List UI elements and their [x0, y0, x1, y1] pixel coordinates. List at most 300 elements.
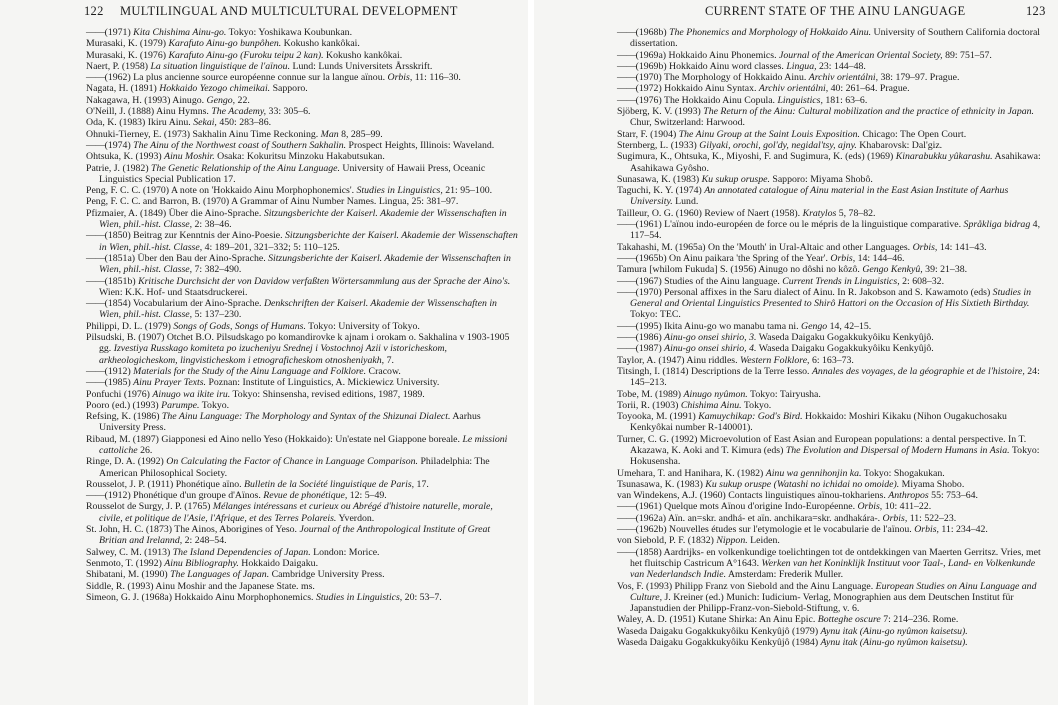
reference-entry [86, 592, 518, 603]
reference-entry [617, 321, 1048, 332]
reference-text: Osaka: Kokuritsu Minzoku Hakabutsukan. [214, 151, 385, 163]
reference-text: 10: 411–22. [882, 501, 932, 513]
reference-italic-text: Kratylos [802, 207, 837, 219]
reference-entry [617, 389, 1048, 400]
reference-text: Aarhus University Press. [99, 411, 481, 434]
reference-text: 39: 21–38. [922, 264, 968, 276]
reference-text: Hokkaido: Moshiri Kikaku (Nihon Ougakuchosaku Kenkyôkai number R-140001). [630, 411, 1007, 434]
reference-text: Takahashi, M. (1965a) On the 'Mouth' in Ural-Altaic and other Languages. [617, 241, 913, 253]
reference-entry [86, 321, 518, 332]
reference-entry [86, 106, 518, 117]
reference-text: (1962a) Aïn. an=skr. andhá- et aïn. anchikara=skr. andhakára-. [635, 512, 883, 524]
reference-entry [86, 163, 518, 186]
reference-italic-text: Journal of the Anthropological Institute of Great Britian and Irelannd, [99, 524, 491, 547]
reference-text: Peng, F. C. C. and Barron, B. (1970) A Grammar of Ainu Number Names. Lingua, 25: 381–97. [86, 196, 459, 208]
reference-text: 5, 78–82. [836, 207, 876, 219]
reference-text: Waseda Daigaku Gogakkukyôiku Kenkyûjô. [756, 332, 934, 344]
reference-italic-text: Kamuychikap: God's Bird. [698, 411, 803, 423]
reference-entry [86, 547, 518, 558]
reference-text: 14, 42–15. [827, 320, 872, 332]
reference-entry [86, 253, 518, 276]
reference-text: Tsunasawa, K. (1983) [617, 478, 706, 490]
reference-text: Torii, R. (1903) [617, 399, 681, 411]
reference-list [86, 27, 518, 603]
reference-italic-text: Studies in General and Oriental Linguistics Presented to Shirô Hattori on the Occasion of His Sixtieth Birthday. [630, 286, 1032, 310]
reference-text: (1969a) Hokkaido Ainu Phonemics. [635, 49, 779, 61]
reference-entry [86, 501, 518, 524]
reference-italic-text: Denkschriften der Kaiserl. Akademie der Wissenschaften in Wien, phil.-hist. Classe, [99, 298, 497, 321]
reference-entry [617, 524, 1048, 535]
reference-entry [86, 389, 518, 400]
reference-italic-text: Man [320, 128, 339, 140]
reference-text: Tokyo. [199, 399, 230, 411]
reference-text: 8, 285–99. [338, 128, 383, 140]
reference-text: 7: 382–490. [192, 264, 242, 276]
reference-entry [617, 490, 1048, 501]
reference-text: Nakagawa, H. (1993) Ainugo. [86, 94, 207, 106]
reference-entry [86, 27, 518, 38]
reference-entry [617, 151, 1048, 174]
reference-text: Khabarovsk: Dal'giz. [856, 139, 943, 151]
reference-entry [617, 434, 1048, 468]
reference-entry [86, 400, 518, 411]
reference-entry [617, 366, 1048, 389]
reference-text: 2: 248–54. [182, 535, 227, 547]
reference-text: 11: 116–30. [412, 72, 461, 84]
reference-italic-text: Kinarabukku yûkarashu. [895, 151, 993, 163]
reference-text: 89: 751–57. [942, 49, 992, 61]
reference-text: Kokusho kankôkai. [323, 49, 403, 61]
reference-italic-text: Revue de phonétique, [263, 490, 348, 502]
reference-text: Chur, Switzerland: Harwood. [630, 117, 745, 129]
reference-text: 38: 179–97. Prague. [878, 72, 960, 84]
reference-entry [617, 626, 1048, 637]
reference-text: 5: 137–230. [192, 309, 242, 321]
reference-text: Pilsudski, B. (1907) Otchet B.O. Pilsudskago po komandirovke k ajnam i orokam o. Sakhalina v 1903-1905 gg. [86, 332, 510, 355]
reference-text: 23: 144–48. [816, 60, 866, 72]
reference-text: Umehara, T. and Hanihara, K. (1982) [617, 467, 766, 479]
reference-italic-text: The Return of the Ainu: Cultural mobilization and the practice of ethnicity in Japan. [703, 106, 1034, 118]
reference-text: 21: 95–100. [442, 185, 493, 197]
reference-text: Tokyo: University of Tokyo. [305, 320, 420, 332]
reference-text: Asahikawa: Asahikawa Gyôsho. [630, 151, 1041, 174]
reference-italic-text: Karafuto Ainu-go bunpôhen. [168, 38, 282, 50]
reference-italic-text: Orbis, [882, 512, 908, 524]
reference-italic-text: Songs of Gods, Songs of Humans. [173, 320, 306, 332]
reference-text: Hokkaido Daigaku. [238, 557, 319, 569]
reference-italic-text: European Studies on Ainu Language and Culture, [630, 580, 1037, 603]
reference-text: Sapporo. [270, 83, 308, 95]
reference-italic-text: Ainugo wa ikite iru. [152, 388, 231, 400]
reference-entry [86, 196, 518, 207]
reference-entry [617, 468, 1048, 479]
reference-entry [86, 366, 518, 377]
reference-text: Murasaki, K. (1976) [86, 49, 169, 61]
reference-text: 20: 53–7. [402, 591, 442, 603]
reference-italic-text: Journal of the American Oriental Society, [779, 49, 943, 61]
reference-entry [86, 151, 518, 162]
reference-entry [86, 38, 518, 49]
reference-text: Kokusho kankôkai. [281, 38, 360, 50]
reference-text: (1961) L'aïnou indo-européen de force ou le mépris de la linguistique comparative. [635, 219, 964, 231]
reference-entry [86, 72, 518, 83]
reference-text: 450: 283–86. [216, 117, 272, 129]
page-number: 123 [1026, 4, 1046, 18]
reference-italic-text: Botteghe oscure [817, 614, 881, 626]
reference-text: Cambridge University Press. [269, 569, 385, 581]
reference-text: Tokyo. [741, 399, 772, 411]
reference-text: Philadelphia: The American Philosophical Society. [99, 456, 490, 479]
reference-text: 55: 753–64. [928, 490, 978, 502]
page-number: 122 [84, 4, 104, 18]
reference-text: Lund. [672, 196, 699, 208]
reference-text: Yverdon. [336, 512, 375, 524]
reference-italic-text: The Evolution and Dispersal of Modern Humans in Asia. [785, 444, 1010, 456]
reference-italic-text: Sitzungsberichte der Kaiserl. Akademie der Wissenschaften in Wien, phil.-hist. Classe, [99, 230, 518, 253]
reference-text: (1851a) Über den Bau der Aino-Sprache. [104, 252, 269, 264]
reference-text: 14: 141–43. [937, 241, 987, 253]
reference-text: Siddle, R. (1993) Ainu Moshir and the Japanese State. ms. [86, 580, 315, 592]
reference-text: Sternberg, L. (1933) [617, 139, 700, 151]
reference-italic-text: Aynu itak (Ainu-go nyûmon kaisetsu). [820, 637, 968, 649]
reference-entry [617, 400, 1048, 411]
reference-text: (1851b) [104, 275, 139, 287]
reference-text: (1971) [104, 27, 134, 38]
reference-entry [86, 83, 518, 94]
reference-italic-text: Western Folklore, [740, 354, 810, 366]
reference-entry [617, 343, 1048, 354]
reference-text: Pfizmaier, A. (1849) Über die Aino-Sprache. [86, 207, 264, 219]
reference-text: Sjöberg, K. V. (1993) [617, 106, 704, 118]
reference-text: (1986) [635, 332, 665, 344]
reference-text: 181: 63–6. [822, 94, 868, 106]
reference-text: Ribaud, M. (1897) Giapponesi ed Aino nello Yeso (Hokkaido): Un'estate nel Giappone boreale. [86, 433, 463, 445]
reference-text: Wien: K.K. Hof- und Staatsdruckerei. [99, 286, 248, 298]
reference-entry [617, 253, 1048, 264]
reference-italic-text: Linguistics, [777, 94, 823, 106]
reference-text: (1985) [104, 377, 134, 389]
reference-entry [617, 242, 1048, 253]
reference-italic-text: Archiv orientálni, [758, 83, 829, 95]
reference-entry [86, 95, 518, 106]
reference-text: (1995) Ikita Ainu-go wo manabu tama ni. [635, 320, 802, 332]
reference-entry [617, 276, 1048, 287]
reference-italic-text: Sitzungsberichte der Kaiserl. Akademie der Wissenschaften in Wien, phil.-hist. Classe, [99, 252, 511, 276]
reference-italic-text: The Ainu Language: The Morphology and Syntax of the Shizunai Dialect. [161, 411, 451, 423]
reference-entry [617, 581, 1048, 615]
reference-text: Miyama Shobo. [899, 478, 965, 490]
reference-text: (1854) Vocabularium der Aino-Sprache. [104, 298, 264, 310]
reference-text: van Windekens, A.J. (1960) Contacts linguistiques aïnou-tokhariens. [617, 490, 889, 502]
reference-text: (1850) Beitrag zur Kenntnis der Aino-Poesie. [104, 230, 285, 242]
reference-text: 17. [414, 478, 429, 490]
reference-italic-text: An annotated catalogue of Ainu material in the East Asian Institute of Aarhus University. [630, 185, 1009, 208]
reference-entry [617, 83, 1048, 94]
reference-text: (1965b) On Ainu paikara 'the Spring of the Year'. [635, 252, 831, 264]
reference-text: (1961) Quelque mots Aïnou d'origine Indo-Européenne. [635, 501, 858, 513]
reference-entry [617, 72, 1048, 83]
reference-entry [86, 129, 518, 140]
reference-text: 2: 608–32. [899, 275, 945, 287]
reference-text: Tokyo: Hokusensha. [630, 444, 1040, 468]
reference-italic-text: Kritische Durchsicht der von Davidow verfaßten Wörtersammlung aus der Sprache der Aino's. [138, 275, 511, 287]
reference-text: 26. [137, 444, 153, 456]
reference-text: Toyooka, M. (1991) [617, 411, 699, 423]
reference-text: Titsingh, I. (1814) Descriptions de la Terre Iesso. [617, 365, 812, 377]
reference-text: Tailleur, O. G. (1960) Review of Naert (1958). [617, 207, 803, 219]
reference-italic-text: Ainu Prayer Texts. [133, 377, 207, 389]
reference-text: O'Neill, J. (1888) Ainu Hymns. [86, 106, 212, 118]
reference-text: Tamura [whilom Fukuda] S. (1956) Ainugo no dôshi no kôzô. [617, 264, 863, 276]
reference-italic-text: Ainu-go onsei shirio, 3. [664, 332, 757, 344]
reference-italic-text: Ku sukup oruspe (Watashi no ichidai no omoide). [705, 478, 900, 490]
reference-text: Taylor, A. (1947) Ainu riddles. [617, 354, 741, 366]
reference-text: Philippi, D. L. (1979) [86, 320, 174, 332]
reference-text: (1987) [635, 343, 665, 355]
reference-italic-text: Aynu itak (Ainu-go nyûmon kaisetsu). [820, 625, 968, 637]
reference-entry [617, 219, 1048, 242]
reference-text: Murasaki, K. (1979) [86, 38, 169, 50]
reference-entry [617, 50, 1048, 61]
reference-entry [86, 434, 518, 457]
reference-text: Tokyo: Yoshikawa Koubunkan. [226, 27, 353, 38]
reference-text: Prospect Heights, Illinois: Waveland. [346, 139, 495, 151]
reference-text: J. Kreiner (ed.) Munich: Iudicium- Verlag, Monographien aus dem Deutschen Institut für Japanstudien der Philipp-Franz-von-Siebold-Stiftung, v. 6. [630, 591, 1014, 615]
reference-entry [617, 355, 1048, 366]
reference-text: Waseda Daigaku Gogakkukyôiku Kenkyûjô. [756, 343, 934, 355]
reference-entry [617, 106, 1048, 129]
reference-entry [86, 230, 518, 253]
reference-text: Ringe, D. A. (1992) [86, 456, 167, 468]
reference-entry [617, 513, 1048, 524]
reference-italic-text: The Ainu Group at the Saint Louis Exposition. [678, 128, 860, 140]
reference-italic-text: Werken van het Koninklijk Instituut voor Taal-, Land- en Volkenkunde van Nederlandsch Indie. [630, 557, 1036, 581]
reference-entry [617, 614, 1048, 625]
reference-text: Tokyo: Shinsensha, revised editions, 1987, 1989. [230, 388, 425, 400]
reference-text: (1962b) Nouvelles études sur l'etymologie et le vocabularie de l'aïnou. [635, 524, 915, 536]
reference-italic-text: Orbis, [914, 524, 939, 536]
reference-text: Starr, F. (1904) [617, 128, 679, 140]
reference-text: Cracow. [366, 365, 401, 377]
reference-text: Turner, C. G. (1992) Microevolution of East Asian and European populations: a dental perspective. In T. Akazawa, K. Aoki and T. Kimura (eds) [617, 433, 1027, 456]
reference-entry [617, 140, 1048, 151]
reference-text: 4: 189–201, 321–332; 5: 110–125. [202, 241, 340, 253]
reference-entry [86, 117, 518, 128]
reference-italic-text: Hokkaido Yezogo chimeikai. [159, 83, 271, 95]
reference-italic-text: Orbis, [830, 252, 856, 264]
reference-entry [86, 456, 518, 479]
reference-text: Rousselot de Surgy, J. P. (1765) [86, 501, 213, 513]
reference-entry [86, 490, 518, 501]
reference-text: Sugimura, K., Ohtsuka, K., Miyoshi, F. and Sugimura, K. (eds) (1969) [617, 151, 896, 163]
reference-text: (1976) The Hokkaido Ainu Copula. [635, 94, 778, 106]
reference-text: Oda, K. (1983) Ikiru Ainu. [86, 117, 194, 129]
reference-italic-text: Studies in Linguistics, [356, 185, 443, 197]
reference-text: 24: 145–213. [630, 365, 1040, 389]
reference-italic-text: Ku sukup oruspe. [701, 173, 770, 185]
reference-italic-text: Parumpe. [161, 399, 200, 411]
reference-entry [617, 129, 1048, 140]
reference-entry [617, 411, 1048, 434]
reference-entry [86, 208, 518, 231]
reference-entry [86, 377, 518, 388]
reference-text: Taguchi, K. Y. (1974) [617, 185, 705, 197]
reference-text: Refsing, K. (1986) [86, 411, 162, 423]
reference-italic-text: Gilyaki, orochi, gol'dy, negidal'tsy, ajny. [699, 139, 857, 151]
reference-text: Tokyo: Shogakukan. [861, 467, 945, 479]
reference-italic-text: Nippon. [716, 535, 748, 547]
reference-entry [617, 61, 1048, 72]
reference-text: Sapporo: Miyama Shobô. [769, 173, 873, 185]
reference-text: 4, 117–54. [630, 219, 1041, 242]
reference-text: Chicago: The Open Court. [859, 128, 967, 140]
reference-text: Tokyo: TEC. [630, 309, 681, 321]
reference-text: 11: 234–42. [938, 524, 988, 536]
reference-text: 7. [384, 354, 394, 366]
reference-text: Amsterdam: Frederik Muller. [726, 569, 844, 581]
reference-text: Shibatani, M. (1990) [86, 569, 171, 581]
reference-entry [617, 185, 1048, 208]
reference-text: Sunasawa, K. (1983) [617, 173, 702, 185]
reference-text: (1967) Studies of the Ainu language. [635, 275, 783, 287]
reference-text: University of Southern California doctoral dissertation. [630, 27, 1041, 50]
reference-entry [86, 581, 518, 592]
reference-italic-text: The Island Dependencies of Japan. [172, 546, 311, 558]
reference-entry [86, 411, 518, 434]
running-head: MULTILINGUAL AND MULTICULTURAL DEVELOPMENT [120, 4, 458, 18]
left-page [0, 0, 528, 705]
reference-italic-text: Bulletin de la Société linguistique de Paris, [244, 478, 415, 490]
reference-italic-text: Chishima Ainu. [680, 399, 742, 411]
reference-italic-text: The Genetic Relationship of the Ainu Language. [151, 162, 340, 174]
reference-italic-text: Ainu Bibliography. [164, 557, 239, 569]
reference-text: (1974) [104, 139, 134, 151]
reference-text: London: Morice. [310, 546, 380, 558]
reference-text: Rousselot, J. P. (1911) Phonétique aïno. [86, 478, 245, 490]
reference-italic-text: Izvestiya Russkago komiteta po izucheniyu Srednej i Vostochnoj Azii v istoricheskom, arkheologicheskom, lingvisticheskom i etnograficheskom otnosheniyakh, [99, 343, 448, 366]
reference-italic-text: The Ainu of the Northwest coast of Southern Sakhalin. [133, 139, 347, 151]
reference-entry [86, 276, 518, 299]
reference-text: Patrie, J. (1982) [86, 162, 152, 174]
reference-text: 6: 163–73. [809, 354, 854, 366]
reference-text: Poznan: Institute of Linguistics, A. Mickiewicz University. [206, 377, 440, 389]
reference-text: Ponfuchi (1976) [86, 388, 153, 400]
reference-entry [86, 569, 518, 580]
right-page [534, 0, 1058, 705]
reference-entry [617, 174, 1048, 185]
reference-text: (1972) Hokkaido Ainu Syntax. [635, 83, 759, 95]
reference-entry [86, 140, 518, 151]
reference-entry [86, 332, 518, 366]
reference-entry [617, 479, 1048, 490]
reference-italic-text: Annales des voyages, de la géographie et de l'histoire, [811, 365, 1025, 377]
reference-text: Salwey, C. M. (1913) [86, 546, 173, 558]
reference-italic-text: Orbis, [912, 241, 938, 253]
reference-italic-text: Ainu wa gennihonjin ka. [765, 467, 862, 479]
running-head: CURRENT STATE OF THE AINU LANGUAGE [705, 4, 966, 18]
reference-italic-text: The Phonemics and Morphology of Hokkaido Ainu. [669, 27, 872, 38]
reference-italic-text: The Languages of Japan. [170, 569, 270, 581]
reference-text: Waseda Daigaku Gogakkukyôiku Kenkyûjô (1984) [617, 637, 821, 649]
reference-entry [86, 185, 518, 196]
reference-text: 40: 261–64. Prague. [828, 83, 910, 95]
reference-italic-text: Ainugo nyûmon. [683, 388, 748, 400]
reference-italic-text: Språkliga bidrag [963, 219, 1031, 231]
reference-entry [617, 547, 1048, 581]
reference-text: (1970) Personal affixes in the Saru dialect of Ainu. In R. Jakobson and S. Kawamoto (eds) [635, 286, 993, 298]
reference-text: 11: 522–23. [907, 512, 957, 524]
reference-italic-text: Kita Chishima Ainu-go. [133, 27, 227, 38]
reference-italic-text: Current Trends in Linguistics, [782, 275, 900, 287]
reference-entry [86, 524, 518, 547]
reference-entry [617, 501, 1048, 512]
reference-text: Vos, F. (1993) Philipp Franz von Siebold and the Ainu Language. [617, 580, 876, 592]
reference-entry [86, 479, 518, 490]
reference-italic-text: La situation linguistique de l'aïnou. [150, 60, 291, 72]
reference-text: Senmoto, T. (1992) [86, 557, 165, 569]
reference-text: 33: 305–6. [266, 106, 311, 118]
reference-text: (1969b) Hokkaido Ainu word classes. [635, 60, 787, 72]
reference-text: Nagata, H. (1891) [86, 83, 160, 95]
reference-italic-text: On Calculating the Factor of Chance in Language Comparison. [166, 456, 418, 468]
reference-text: Tobe, M. (1989) [617, 388, 684, 400]
reference-italic-text: Orbis, [387, 72, 413, 84]
reference-italic-text: Anthropos [888, 490, 929, 502]
reference-italic-text: Archiv orientálni, [808, 72, 879, 84]
reference-entry [86, 50, 518, 61]
reference-text: Ohnuki-Tierney, E. (1973) Sakhalin Ainu Time Reckoning. [86, 128, 321, 140]
reference-entry [617, 208, 1048, 219]
reference-text: Simeon, G. J. (1968a) Hokkaido Ainu Morphophonemics. [86, 591, 316, 603]
reference-entry [617, 332, 1048, 343]
reference-italic-text: Ainu-go onsei shirio, 4. [664, 343, 757, 355]
reference-text: Peng, F. C. C. (1970) A note on 'Hokkaido Ainu Morphophonemics'. [86, 185, 357, 197]
reference-italic-text: Karafuto Ainu-go (Furoku teipu 2 kan). [168, 49, 324, 61]
reference-text: 7: 214–236. Rome. [880, 614, 959, 626]
reference-text: Waseda Daigaku Gogakkukyôiku Kenkyûjô (1979) [617, 625, 821, 637]
reference-text: 12: 5–49. [347, 490, 387, 502]
reference-text: (1970) The Morphology of Hokkaido Ainu. [635, 72, 809, 84]
reference-italic-text: Ainu Moshir. [164, 151, 215, 163]
reference-text: 2: 38–46. [192, 219, 232, 231]
reference-text: (1968b) [635, 27, 670, 38]
reference-italic-text: Gengo, [206, 94, 236, 106]
reference-italic-text: Mélanges intéressans et curieux ou Abrégé d'histoire naturelle, morale, civile, et politique de l'Asie, l'Afrique, et des Terres Polareis. [99, 501, 493, 524]
reference-text: 22. [235, 94, 250, 106]
reference-entry [617, 95, 1048, 106]
reference-text: (1912) [104, 365, 134, 377]
reference-entry [86, 298, 518, 321]
reference-text: von Siebold, P. F. (1832) [617, 535, 717, 547]
reference-entry [617, 637, 1048, 648]
reference-italic-text: Orbis, [857, 501, 883, 513]
reference-italic-text: Lingua, [786, 60, 817, 72]
reference-italic-text: Studies in Linguistics, [315, 591, 403, 603]
reference-text: Ohtsuka, K. (1993) [86, 151, 165, 163]
reference-italic-text: Le missioni cattoliche [99, 433, 508, 456]
reference-text: Tokyo: Tairyusha. [747, 388, 821, 400]
reference-text: Naert, P. (1958) [86, 60, 151, 72]
reference-italic-text: The Academy, [211, 106, 267, 118]
reference-list [617, 27, 1048, 648]
reference-text: St. John, H. C. (1873) The Ainos, Aborigines of Yeso. [86, 524, 300, 536]
reference-entry [617, 264, 1048, 275]
reference-text: Leiden. [747, 535, 780, 547]
reference-entry [617, 535, 1048, 546]
reference-text: 14: 144–46. [855, 252, 905, 264]
reference-text: (1858) Aardrijks- en volkenkundige toelichtingen tot de ontdekkingen van Maerten Gerritsz. Vries, met het fluitschip Castricum A°1643. [630, 546, 1041, 569]
reference-entry [86, 558, 518, 569]
